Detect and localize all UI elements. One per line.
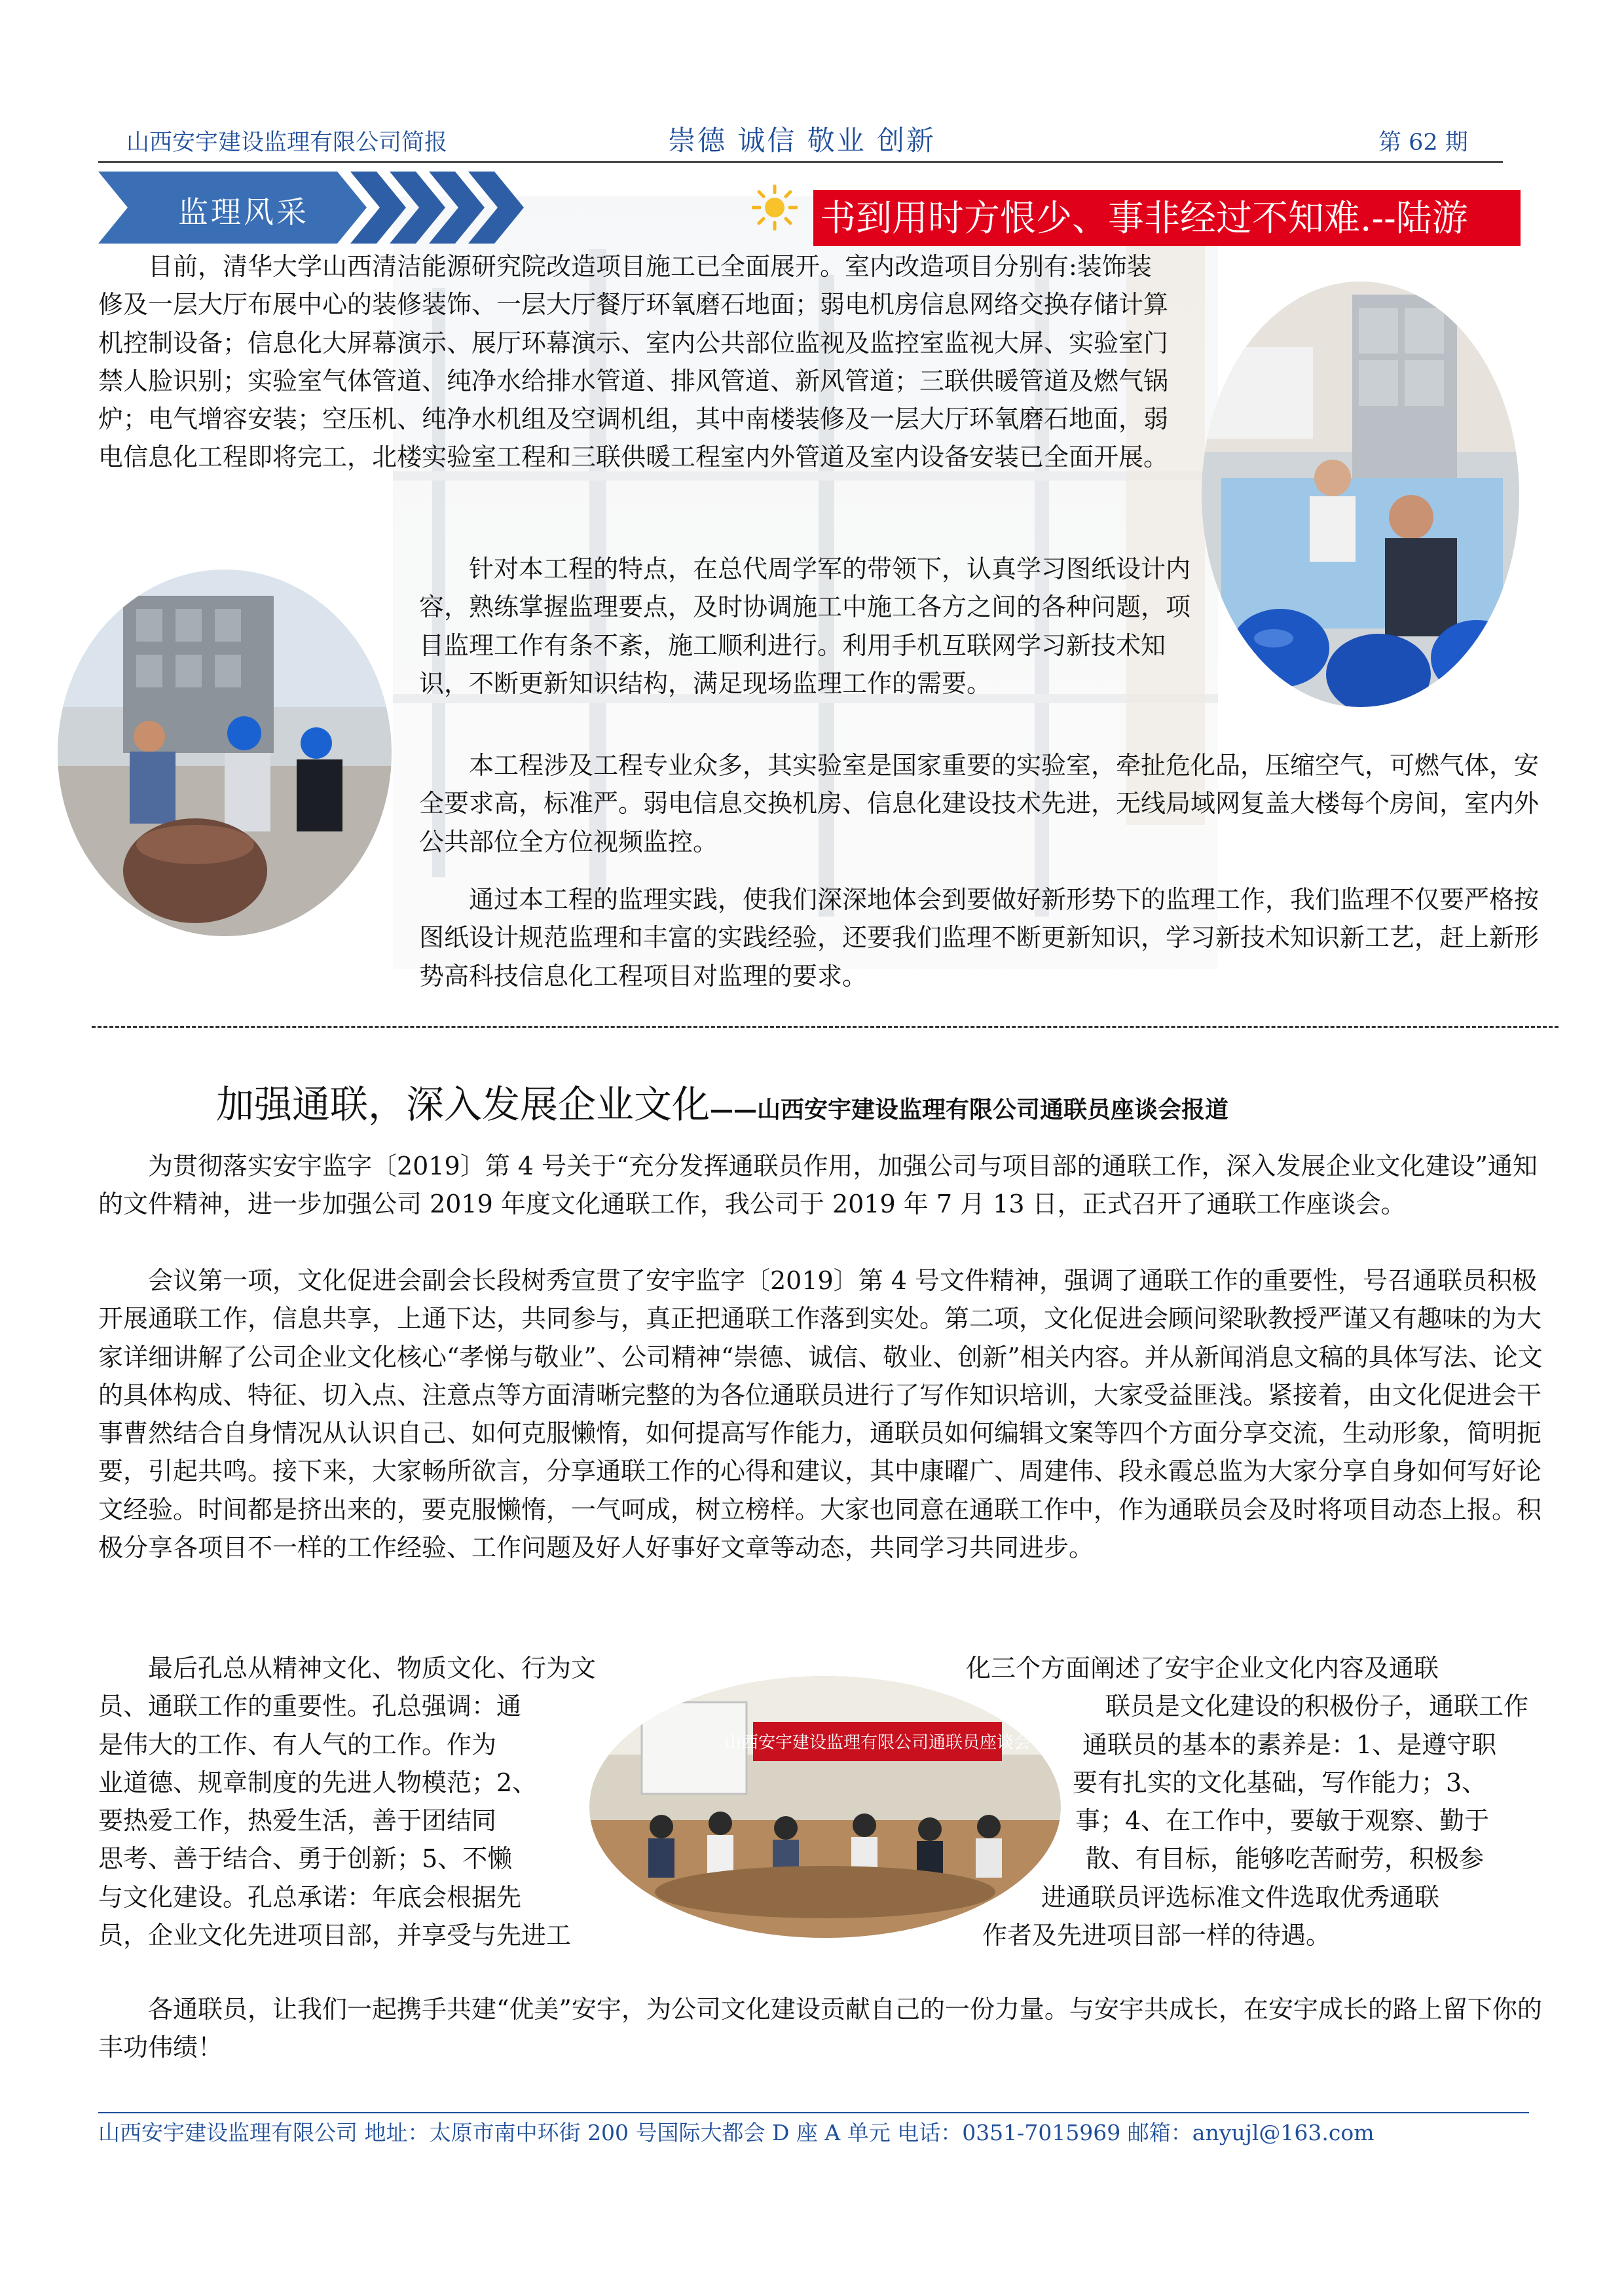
quote-banner: 书到用时方恨少、事非经过不知难.--陆游 [813,190,1521,246]
photo-site-pipe-inspection [58,570,392,936]
wrap-row-left: 要热爱工作，热爱生活，善于团结同 [98,1806,497,1836]
wrap-row-right: 要有扎实的文化基础，写作能力；3、 [1073,1768,1487,1797]
wrap-row-right: 联员是文化建设的积极份子，通联工作 [1105,1692,1529,1721]
article2-paragraph-4: 各通联员，让我们一起携手共建“优美”安宇，为公司文化建设贡献自己的一份力量。与安宇共成长，在安宇成长的路上留下你的丰功伟绩！ [98,1995,1542,2062]
section-banner-arrows [98,172,557,244]
wrap-row-right: 散、有目标，能够吃苦耐劳，积极参 [1086,1844,1485,1874]
wrap-row-right: 作者及先进项目部一样的待遇。 [982,1921,1331,1950]
meeting-banner-text: 山西安宇建设监理有限公司通联员座谈会 [724,1733,1031,1753]
wrap-row-left: 与文化建设。孔总承诺：年底会根据先 [98,1882,522,1912]
article1-paragraph-4: 通过本工程的监理实践，使我们深深地体会到要做好新形势下的监理工作，我们监理不仅要严格按图纸设计规范监理和丰富的实践经验，还要我们监理不断更新知识，学习新技术知识新工艺，赶上新形势高科技信息化工程项目对监理的要求。 [419,885,1540,991]
article1-paragraph-2: 针对本工程的特点，在总代周学军的带领下，认真学习图纸设计内容，熟练掌握监理要点，及时协调施工中施工各方之间的各种问题，项目监理工作有条不紊，施工顺利进行。利用手机互联网学习新技术知识，不断更新知识结构，满足现场监理工作的需要。 [419,555,1191,698]
wrap-row-right: 进通联员评选标准文件选取优秀通联 [1041,1882,1440,1912]
header-issue-number: 第 62 期 [1378,130,1468,156]
sun-icon [752,185,798,230]
header-motto: 崇德 诚信 敬业 创新 [668,124,936,156]
wrap-row-left: 是伟大的工作、有人气的工作。作为 [98,1730,497,1759]
wrap-row-left: 员，企业文化先进项目部，并享受与先进工 [98,1921,572,1950]
footer-divider [98,2112,1529,2113]
photo-office-drawings [1202,282,1519,707]
section-divider-dashed [92,1026,1559,1028]
header-divider [98,161,1503,163]
header-company-brief: 山西安宇建设监理有限公司简报 [126,130,448,156]
wrap-row-right: 事；4、在工作中，要敏于观察、勤于 [1075,1806,1490,1836]
wrap-row-left: 员、通联工作的重要性。孔总强调：通 [98,1692,522,1721]
photo-meeting-room [589,1676,1061,1938]
wrap-row-right: 化三个方面阐述了安宇企业文化内容及通联 [966,1654,1439,1683]
article2-paragraph-2: 会议第一项，文化促进会副会长段树秀宣贯了安宇监字〔2019〕第 4 号文件精神，强调了通联工作的重要性，号召通联员积极开展通联工作，信息共享，上通下达，共同参与，真正把通联工作落到实处。第二项，文化促进会顾问梁耿教授严谨又有趣味的为大家详细讲解了公司企业文化核心“孝悌与敬业”、公司精神“崇德、诚信、敬业、创新”相关内容。并从新闻消息文稿的具体写法、论文的具体构成、特征、切入点、注意点等方面清晰完整的为各位通联员进行了写作知识培训，大家受益匪浅。紧接着，由文化促进会干事曹然结合自身情况从认识自己、如何克服懒惰，如何提高写作能力，通联员如何编辑文案等四个方面分享交流，生动形象，简明扼要，引起共鸣。接下来，大家畅所欲言，分享通联工作的心得和建议，其中康曜广、周建伟、段永霞总监为大家分享自身如何写好论文经验。时间都是挤出来的，要克服懒惰，一气呵成，树立榜样。大家也同意在通联工作中，作为通联员会及时将项目动态上报。积极分享各项目不一样的工作经验、工作问题及好人好事好文章等动态，共同学习共同进步。 [98,1266,1543,1563]
wrap-row-left: 业道德、规章制度的先进人物模范；2、 [98,1768,538,1797]
article2-headline [216,1074,1228,1129]
wrap-row-left: 思考、善于结合、勇于创新；5、不懒 [98,1844,513,1874]
article2-paragraph-1: 为贯彻落实安宇监字〔2019〕第 4 号关于“充分发挥通联员作用，加强公司与项目部的通联工作，深入发展企业文化建设”通知的文件精神，进一步加强公司 2019 年度文化通联工作，我公司于 2019 年 7 月 13 日，正式召开了通联工作座谈会。 [98,1152,1538,1219]
section-label: 监理风采 [178,194,309,230]
wrap-row-right: 通联员的基本的素养是：1、是遵守职 [1082,1730,1497,1759]
footer-contact: 山西安宇建设监理有限公司 地址：太原市南中环街 200 号国际大都会 D 座 A 单元 电话：0351-7015969 邮箱：anyujl@163.com [98,2120,1375,2145]
article2-subtitle: ——山西安宇建设监理有限公司通联员座谈会报道 [710,1097,1229,1123]
article2-title: 加强通联，深入发展企业文化 [216,1082,710,1127]
article1-paragraph-3: 本工程涉及工程专业众多，其实验室是国家重要的实验室，牵扯危化品，压缩空气，可燃气体，安全要求高，标准严。弱电信息交换机房、信息化建设技术先进，无线局域网复盖大楼每个房间，室内外公共部位全方位视频监控。 [419,751,1540,856]
wrap-row-left: 最后孔总从精神文化、物质文化、行为文 [148,1654,597,1683]
article1-paragraph-1: 目前，清华大学山西清洁能源研究院改造项目施工已全面展开。室内改造项目分别有:装饰装修及一层大厅布展中心的装修装饰、一层大厅餐厅环氧磨石地面；弱电机房信息网络交换存储计算机控制设备；信息化大屏幕演示、展厅环幕演示、室内公共部位监视及监控室监视大屏、实验室门禁人脸识别；实验室气体管道、纯净水给排水管道、排风管道、新风管道；三联供暖管道及燃气锅炉；电气增容安装；空压机、纯净水机组及空调机组，其中南楼装修及一层大厅环氧磨石地面，弱电信息化工程即将完工，北楼实验室工程和三联供暖工程室内外管道及室内设备安装已全面开展。 [98,252,1169,472]
